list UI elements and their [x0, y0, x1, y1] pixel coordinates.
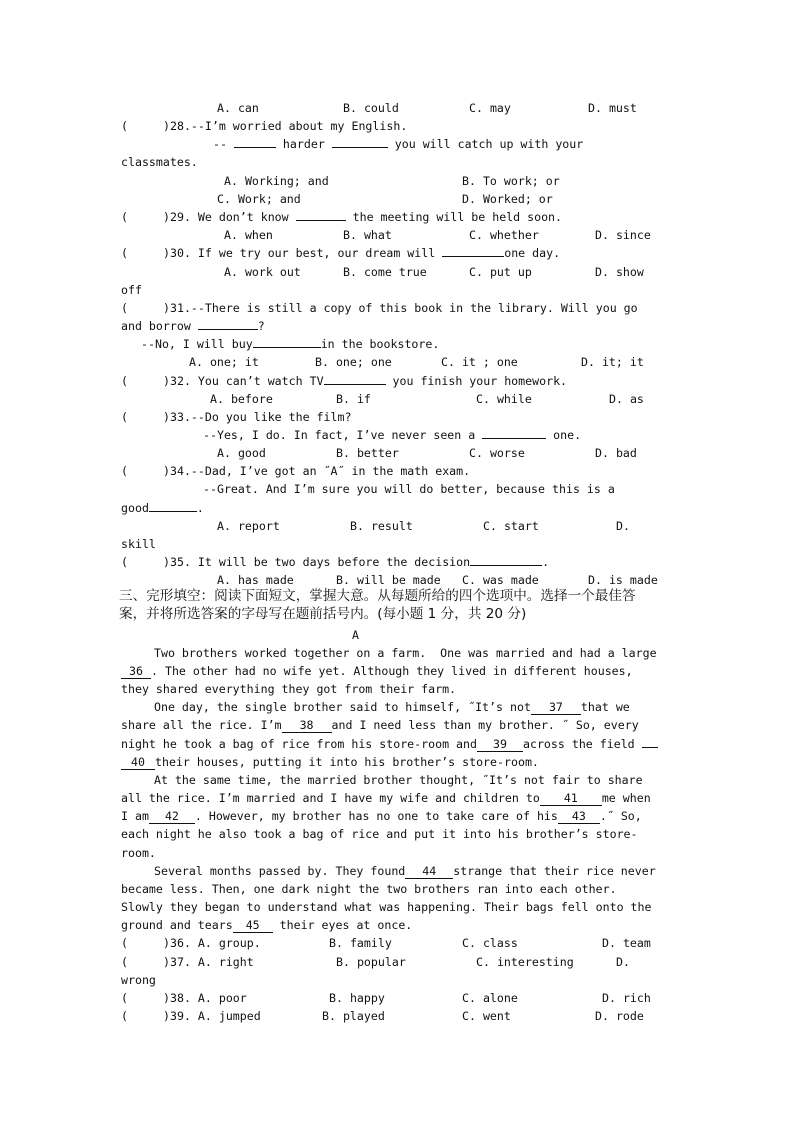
- q28-option-d: D. Worked; or: [462, 192, 553, 206]
- q29-question: ( )29. We don’t know the meeting will be held soon.: [121, 210, 563, 224]
- answer-paren[interactable]: (: [121, 119, 128, 133]
- q29-option-c: C. whether: [469, 228, 539, 242]
- passage-title: A: [352, 628, 359, 642]
- q34-wrap-line: good .: [121, 501, 204, 515]
- q28-question: ( )28.--I’m worried about my English.: [121, 119, 408, 133]
- q33-reply: --Yes, I do. In fact, I’ve never seen a one.: [203, 428, 582, 442]
- blank-40[interactable]: 40: [121, 755, 155, 770]
- q38-option-d: D. rich: [602, 991, 651, 1005]
- q30-question: ( )30. If we try our best, our dream will one day.: [121, 246, 561, 260]
- answer-paren[interactable]: (: [121, 555, 128, 569]
- q30-option-a: A. work out: [224, 265, 301, 279]
- passage-line: night he took a bag of rice from his store-room and 39 across the field: [121, 735, 658, 753]
- q30-option-c: C. put up: [469, 265, 532, 279]
- blank-43[interactable]: 43: [558, 809, 600, 824]
- q35-option-c: C. was made: [462, 573, 539, 587]
- q39-option-d: D. rode: [595, 1009, 644, 1023]
- passage-line: Slowly they began to understand what was happening. Their bags fell onto the: [121, 900, 652, 914]
- passage-line: ground and tears 45 their eyes at once.: [121, 918, 413, 932]
- passage-line: Several months passed by. They found 44 strange that their rice never: [154, 864, 656, 878]
- q31-option-c: C. it ; one: [441, 355, 518, 369]
- answer-paren[interactable]: (: [121, 246, 128, 260]
- answer-paren[interactable]: (: [121, 991, 128, 1005]
- q31-question: ( )31.--There is still a copy of this book in the library. Will you go: [121, 301, 638, 315]
- q34-question: ( )34.--Dad, I’ve got an ˝A˝ in the math exam.: [121, 464, 471, 478]
- answer-blank[interactable]: [332, 147, 388, 148]
- q31-stem-line2: and borrow ?: [121, 319, 265, 333]
- q29-option-a: A. when: [224, 228, 273, 242]
- answer-blank[interactable]: [482, 438, 546, 439]
- blank-36[interactable]: 36: [121, 664, 151, 679]
- q36-option-c: C. class: [462, 936, 518, 950]
- q31-option-a: A. one; it: [189, 355, 259, 369]
- q30-wrap: off: [121, 283, 142, 297]
- passage-line: I am 42 . However, my brother has no one to take care of his 43 .˝ So,: [121, 809, 642, 823]
- answer-blank[interactable]: [296, 220, 346, 221]
- blank-39[interactable]: 39: [477, 737, 523, 752]
- q28-option-a: A. Working; and: [224, 174, 329, 188]
- q28-reply: -- harder you will catch up with your: [213, 137, 584, 151]
- q28-option-b: B. To work; or: [462, 174, 560, 188]
- q35-question: ( )35. It will be two days before the decision .: [121, 555, 550, 569]
- passage-line: all the rice. I’m married and I have my wife and children to 41 me when: [121, 791, 651, 805]
- q38-option-c: C. alone: [462, 991, 518, 1005]
- q32-option-c: C. while: [476, 392, 532, 406]
- blank-44[interactable]: 44: [405, 864, 453, 879]
- q39-option-b: B. played: [322, 1009, 385, 1023]
- passage-line: share all the rice. I’m 38 and I need less than my brother. ˝ So, every: [121, 718, 639, 732]
- q31-option-b: B. one; one: [315, 355, 392, 369]
- answer-blank[interactable]: [253, 347, 321, 348]
- passage-line: 36 . The other had no wife yet. Although they lived in different houses,: [121, 662, 633, 680]
- answer-paren[interactable]: (: [121, 301, 128, 315]
- q32-option-a: A. before: [210, 392, 273, 406]
- q34-option-b: B. result: [350, 519, 413, 533]
- q27-option-d: D. must: [588, 101, 637, 115]
- q28-wrap: classmates.: [121, 155, 198, 169]
- q36-question: ( )36. A. group.: [121, 936, 261, 950]
- answer-paren[interactable]: (: [121, 1009, 128, 1023]
- q33-option-c: C. worse: [469, 446, 525, 460]
- q35-option-a: A. has made: [217, 573, 294, 587]
- blank-41[interactable]: 41: [540, 791, 602, 806]
- q27-option-c: C. may: [469, 101, 511, 115]
- answer-paren[interactable]: (: [121, 464, 128, 478]
- passage-line: One day, the single brother said to himself, ˝It’s not 37 that we: [154, 700, 630, 714]
- answer-blank[interactable]: [198, 329, 258, 330]
- q37-question: ( )37. A. right: [121, 955, 254, 969]
- answer-blank[interactable]: [470, 565, 542, 566]
- passage-line: room.: [121, 846, 156, 860]
- blank-45[interactable]: 45: [233, 918, 273, 933]
- answer-paren[interactable]: (: [121, 936, 128, 950]
- q39-option-c: C. went: [462, 1009, 511, 1023]
- q29-option-d: D. since: [595, 228, 651, 242]
- blank-37[interactable]: 37: [531, 700, 581, 715]
- answer-paren[interactable]: (: [121, 374, 128, 388]
- q34-option-c: C. start: [483, 519, 539, 533]
- passage-line: they shared everything they got from their farm.: [121, 682, 457, 696]
- q33-option-d: D. bad: [595, 446, 637, 460]
- answer-blank[interactable]: [324, 384, 386, 385]
- passage-line: each night he also took a bag of rice and put it into his brother’s store-: [121, 827, 638, 841]
- q37-option-b: B. popular: [336, 955, 406, 969]
- q37-option-c: C. interesting: [476, 955, 574, 969]
- q38-question: ( )38. A. poor: [121, 991, 247, 1005]
- passage-line: 40 their houses, putting it into his brother’s store-room.: [121, 753, 539, 771]
- q33-option-a: A. good: [217, 446, 266, 460]
- q33-question: ( )33.--Do you like the film?: [121, 410, 352, 424]
- answer-blank[interactable]: [442, 256, 504, 257]
- q32-question: ( )32. You can’t watch TV you finish your homework.: [121, 374, 568, 388]
- passage-line: became less. Then, one dark night the two brothers ran into each other.: [121, 882, 617, 896]
- section-heading-line2: 案，并将所选答案的字母写在题前括号内。(每小题 1 分，共 20 分): [119, 606, 527, 622]
- q30-option-d: D. show: [595, 265, 644, 279]
- q37-option-d: D.: [616, 955, 630, 969]
- q35-option-b: B. will be made: [336, 573, 441, 587]
- q39-question: ( )39. A. jumped: [121, 1009, 261, 1023]
- q31-reply: --No, I will buy in the bookstore.: [141, 337, 440, 351]
- q27-option-b: B. could: [343, 101, 399, 115]
- q36-option-b: B. family: [329, 936, 392, 950]
- answer-paren[interactable]: (: [121, 955, 128, 969]
- q34-option-a: A. report: [217, 519, 280, 533]
- q37-wrap: wrong: [121, 973, 156, 987]
- q34-reply: --Great. And I’m sure you will do better, because this is a: [203, 482, 615, 496]
- q29-option-b: B. what: [343, 228, 392, 242]
- answer-paren[interactable]: (: [121, 210, 128, 224]
- answer-blank[interactable]: [234, 147, 276, 148]
- q34-option-d: D.: [616, 519, 630, 533]
- q27-option-a: A. can: [217, 101, 259, 115]
- section-heading-line1: 三、完形填空：阅读下面短文，掌握大意。从每题所给的四个选项中。选择一个最佳答: [119, 588, 636, 604]
- q33-option-b: B. better: [336, 446, 399, 460]
- q36-option-d: D. team: [602, 936, 651, 950]
- blank-38[interactable]: 38: [282, 718, 332, 733]
- q30-option-b: B. come true: [343, 265, 427, 279]
- q38-option-b: B. happy: [329, 991, 385, 1005]
- blank-42[interactable]: 42: [149, 809, 195, 824]
- q34-wrap: skill: [121, 537, 156, 551]
- q28-option-c: C. Work; and: [217, 192, 301, 206]
- q35-option-d: D. is made: [588, 573, 658, 587]
- answer-blank[interactable]: [642, 747, 658, 748]
- answer-blank[interactable]: [149, 511, 197, 512]
- answer-paren[interactable]: (: [121, 410, 128, 424]
- q32-option-b: B. if: [336, 392, 371, 406]
- q32-option-d: D. as: [609, 392, 644, 406]
- passage-line: At the same time, the married brother thought, ˝It’s not fair to share: [154, 773, 643, 787]
- passage-line: Two brothers worked together on a farm. One was married and had a large: [154, 646, 657, 660]
- q31-option-d: D. it; it: [581, 355, 644, 369]
